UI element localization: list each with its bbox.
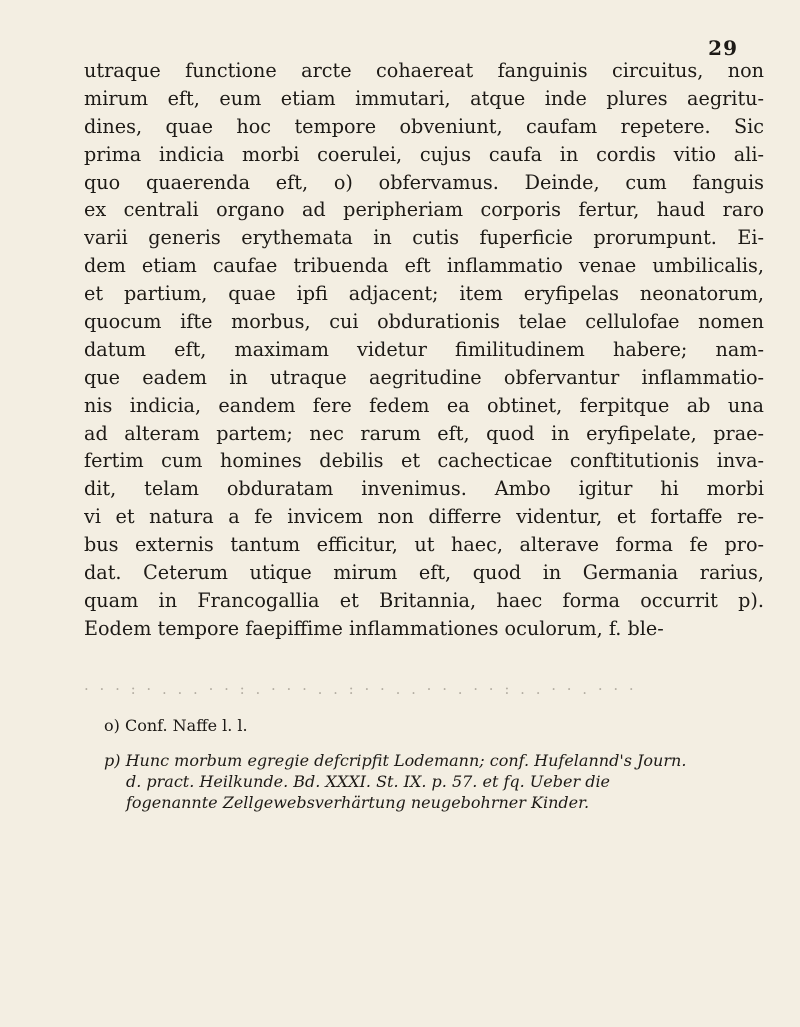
page-number: 29 [708,36,738,60]
text-line: dines, quae hoc tempore obveniunt, caufam repetere. Sic [84,114,764,138]
text-line: utraque functione arcte cohaereat fanguinis circuitus, non [84,59,764,82]
body-text [84,57,764,643]
text-line: ex centrali organo ad peripheriam corporis fertur, haud raro [84,198,764,222]
text-line: ad alteram partem; nec rarum eft, quod in eryfipelate, prae- [84,421,764,445]
text-line: fertim cum homines debilis et cachecticae conftitutionis inva- [84,449,764,473]
text-line: quocum ifte morbus, cui obdurationis telae cellulofae nomen [84,310,764,334]
footnote-p-line: p) Hunc morbum egregie defcripfit Lodemann; conf. Hufelannd's Journ. [104,751,687,770]
text-line: dem etiam caufae tribuenda eft inflammatio venae umbilicalis, [84,254,764,278]
footnote-o: o) Conf. Naffe l. l. [104,716,248,735]
text-line: bus externis tantum efficitur, ut haec, alterave forma fe pro- [84,533,764,557]
footnote-p-line: d. pract. Heilkunde. Bd. XXXI. St. IX. p. 57. et fq. Ueber die [126,772,611,791]
text-line: datum eft, maximam videtur fimilitudinem habere; nam- [84,337,764,361]
footnotes [104,715,774,813]
text-line: et partium, quae ipfi adjacent; item eryfipelas neonatorum, [84,282,764,306]
text-line: prima indicia morbi coerulei, cujus caufa in cordis vitio ali- [84,142,764,166]
text-line: dit, telam obduratam invenimus. Ambo igitur hi morbi [84,477,764,501]
text-line: quo quaerenda eft, o) obfervamus. Deinde, cum fanguis [84,170,764,194]
text-line: dat. Ceterum utique mirum eft, quod in Germania rarius, [84,561,764,585]
text-line: Eodem tempore faepiffime inflammationes oculorum, f. ble- [84,616,664,640]
text-line: nis indicia, eandem fere fedem ea obtinet, ferpitque ab una [84,393,764,417]
text-line: quam in Francogallia et Britannia, haec forma occurrit p). [84,588,764,612]
text-line: que eadem in utraque aegritudine obfervantur inflammatio- [84,365,764,389]
text-line: varii generis erythemata in cutis fuperficie prorumpunt. Ei- [84,226,764,250]
bleed-through-smudge: · · · : · . . . · · : . · · · . . : · · . . · · . · · : . . · · . · · · [84,680,637,698]
footnote-p-line: fogenannte Zellgewebsverhärtung neugebohrner Kinder. [126,793,590,812]
text-line: mirum eft, eum etiam immutari, atque inde plures aegritu- [84,86,764,110]
text-line: vi et natura a fe invicem non differre videntur, et fortaffe re- [84,505,764,529]
